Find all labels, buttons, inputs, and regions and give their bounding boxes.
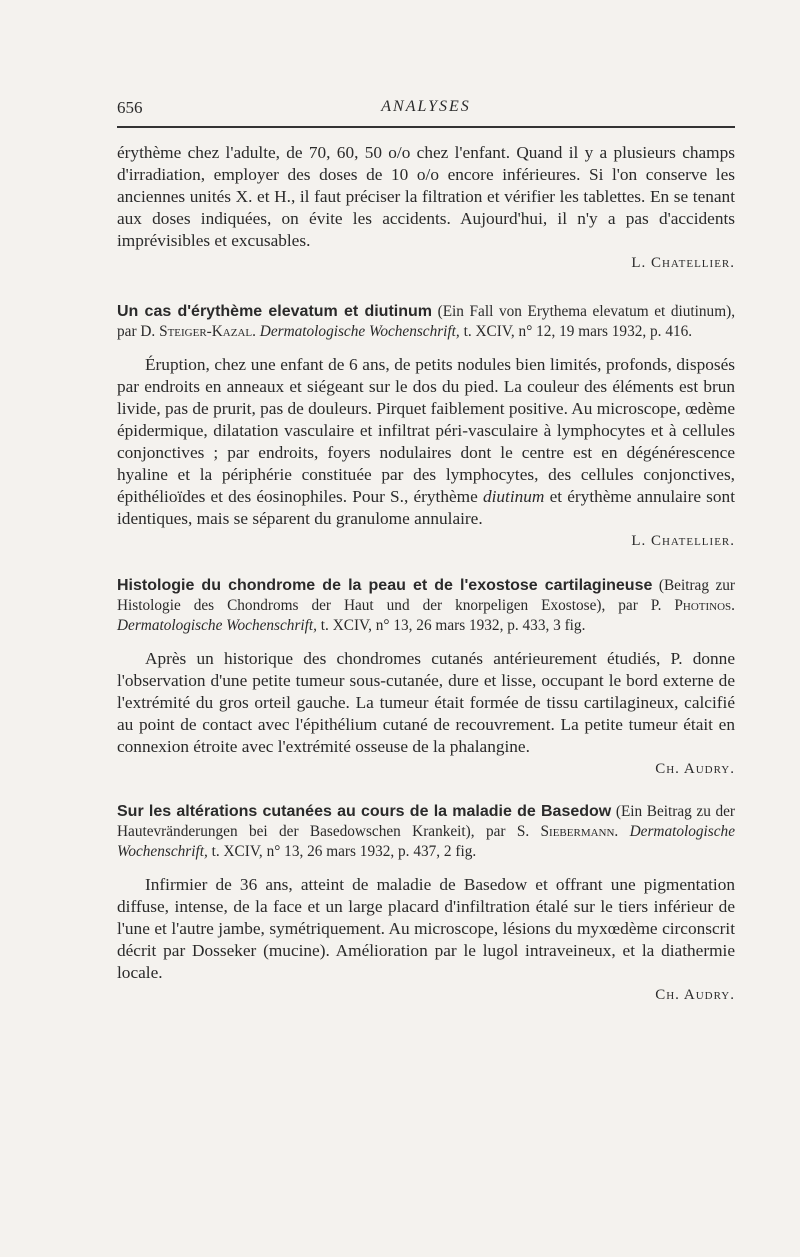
article-title: Sur les altérations cutanées au cours de la maladie de Basedow <box>117 803 612 820</box>
article-journal: Dermatologische Wochenschrift, <box>117 617 317 634</box>
article-basedow <box>117 802 735 1006</box>
article-signature <box>117 984 735 1006</box>
article-title: Histologie du chondrome de la peau et de l'exostose cartilagineuse <box>117 577 653 594</box>
header-rule <box>117 126 735 128</box>
article-author: Photinos. <box>674 597 735 614</box>
article-heading <box>117 302 735 342</box>
article-signature <box>117 758 735 780</box>
article-author: Steiger-Kazal. <box>159 323 256 340</box>
signature-text: Ch. Audry. <box>655 987 735 1003</box>
article-reference: t. XCIV, n° 13, 26 mars 1932, p. 437, 2 fig. <box>211 843 477 860</box>
article-body: Infirmier de 36 ans, atteint de maladie de Basedow et offrant une pigmentation diffuse, intense, de la face et un large placard d'infiltration étalé sur le tiers inférieur de l'une et l'autre jambe, symétriquement. Au microscope, lésions du myxœdème circonscrit décrit par Dosseker (mucine). Amélioration par le lugol intraveineux, et la diathermie locale. <box>117 875 735 982</box>
body-text-end: et érythème annulaire sont identiques, mais se séparent du granulome annulaire. <box>117 487 735 528</box>
article-subtitle: (Ein Fall von Erythema elevatum et diutinum), par D. <box>117 303 736 340</box>
article-heading <box>117 576 735 636</box>
article-chondroma <box>117 576 735 780</box>
running-title: ANALYSES <box>381 98 471 115</box>
article-subtitle: (Ein Beitrag zu der Hautevränderungen bei der Basedowschen Krankeit), par S. <box>117 803 735 840</box>
article-journal: Dermatologische Wochenschrift, <box>259 323 460 340</box>
signature-text: L. Chatellier. <box>631 255 735 271</box>
body-text: Éruption, chez une enfant de 6 ans, de petits nodules bien limités, profonds, disposés par endroits en anneaux et siégeant sur le dos du pied. La couleur des éléments est brun livide, pas de prurit, pas de douleurs. Pirquet faiblement positive. Au microscope, œdème épidermique, dilatation vasculaire et infiltrat péri-vasculaire à lymphocytes et à cellules conjonctives ; par endroits, foyers nodulaires dont le centre est en dégénérescence hyaline et la périphérie constituée par des lymphocytes, des cellules conjonctives, épithélioïdes et des éosinophiles. Pour S., érythème <box>117 355 735 506</box>
intro-paragraph: érythème chez l'adulte, de 70, 60, 50 o/o chez l'enfant. Quand il y a plusieurs champs d'irradiation, employer des doses de 10 o/o encore inférieures. Si l'on conserve les anciennes unités X. et H., il faut préciser la filtration et vérifier les tablettes. En se tenant aux doses indiquées, on évite les accidents. Aujourd'hui, il n'y a pas d'accidents imprévisibles et excusables. <box>117 143 735 250</box>
article-erythema <box>117 302 735 552</box>
page-header <box>117 96 735 130</box>
article-heading <box>117 802 735 862</box>
article-body <box>117 354 735 530</box>
page-content <box>117 142 735 1006</box>
article-journal: Dermatologische Wochenschrift, <box>117 823 735 860</box>
article-title: Un cas d'érythème elevatum et diutinum <box>117 303 432 320</box>
article-reference: t. XCIV, n° 12, 19 mars 1932, p. 416. <box>463 323 693 340</box>
signature-text: L. Chatellier. <box>631 533 735 549</box>
article-signature <box>117 530 735 552</box>
article-reference: t. XCIV, n° 13, 26 mars 1932, p. 433, 3 fig. <box>320 617 586 634</box>
article-subtitle: (Beitrag zur Histologie des Chondroms der Haut und der knorpeligen Exostose), par P. <box>117 577 736 614</box>
signature-text: Ch. Audry. <box>655 761 735 777</box>
body-italic: diutinum <box>482 487 545 506</box>
intro-signature <box>117 252 735 274</box>
page-number: 656 <box>117 98 143 117</box>
article-author: Siebermann. <box>540 823 619 840</box>
article-body: Après un historique des chondromes cutanés antérieurement étudiés, P. donne l'observation d'une petite tumeur sous-cutanée, dure et lisse, occupant le bord externe de l'extrémité du gros orteil gauche. La tumeur était formée de tissu cartilagineux, calcifié au point de contact avec l'épithélium cutané de recouvrement. La petite tumeur était en connexion étroite avec l'extrémité osseuse de la phalangine. <box>117 649 735 756</box>
